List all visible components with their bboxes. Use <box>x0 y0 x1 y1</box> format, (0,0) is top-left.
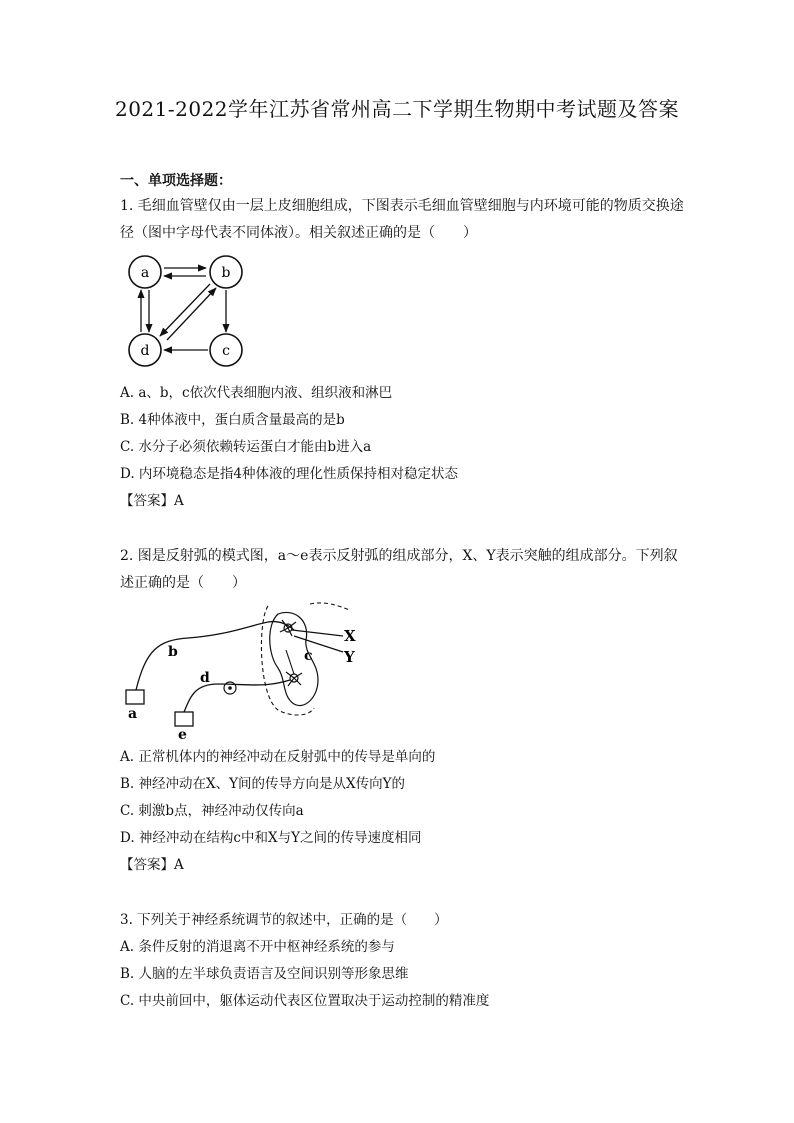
question-3-option-a: A. 条件反射的消退离不开中枢神经系统的参与 <box>120 939 395 955</box>
question-1-option-b: B. 4种体液中，蛋白质含量最高的是b <box>120 412 345 428</box>
arrow-b-to-d <box>160 284 210 336</box>
question-3-option-b: B. 人脑的左半球负责语言及空间识别等形象思维 <box>120 966 409 982</box>
label-b: b <box>168 644 178 660</box>
question-1-answer: 【答案】A <box>120 493 184 509</box>
question-2-option-a: A. 正常机体内的神经冲动在反射弧中的传导是单向的 <box>120 749 436 765</box>
question-2-option-b: B. 神经冲动在X、Y间的传导方向是从X传向Y的 <box>120 776 406 792</box>
interneuron <box>280 620 296 636</box>
question-1-option-c: C. 水分子必须依赖转运蛋白才能由b进入a <box>120 439 372 455</box>
question-2-option-c: C. 刺激b点，神经冲动仅传向a <box>120 803 304 819</box>
label-y: Y <box>344 648 355 666</box>
node-d-label: d <box>140 343 150 359</box>
question-2-option-d: D. 神经冲动在结构c中和X与Y之间的传导速度相同 <box>120 830 422 846</box>
node-b-label: b <box>221 265 231 281</box>
page-title: 2021-2022学年江苏省常州高二下学期生物期中考试题及答案 <box>114 97 680 121</box>
reflex-arc-diagram <box>118 600 378 740</box>
question-2-answer: 【答案】A <box>120 857 184 873</box>
label-d: d <box>200 670 210 686</box>
node-a-label: a <box>140 265 150 281</box>
label-a: a <box>128 706 138 722</box>
receptor-box-a <box>126 690 144 704</box>
node-c-label: c <box>222 343 230 359</box>
question-2-stem: 2. 图是反射弧的模式图，a～e表示反射弧的组成部分，X、Y表示突触的组成部分。下列叙述正确的是（ ） <box>120 548 678 591</box>
label-x: X <box>344 627 356 645</box>
label-e: e <box>178 727 187 740</box>
question-1-stem: 1. 毛细血管壁仅由一层上皮细胞组成，下图表示毛细血管壁细胞与内环境可能的物质交换途径（图中字母代表不同体液）。相关叙述正确的是（ ） <box>120 198 684 241</box>
pointer-x <box>292 630 343 636</box>
question-3-stem: 3. 下列关于神经系统调节的叙述中，正确的是（ ） <box>120 912 448 928</box>
fluid-exchange-diagram <box>120 248 260 373</box>
section-heading: 一、单项选择题： <box>120 173 232 189</box>
arrow-d-to-b <box>167 288 216 340</box>
effector-box-e <box>175 712 193 726</box>
question-1-option-a: A. a、b，c依次代表细胞内液、组织液和淋巴 <box>120 385 393 401</box>
pointer-y <box>294 636 343 652</box>
question-3-option-c: C. 中央前回中，躯体运动代表区位置取决于运动控制的精准度 <box>120 993 490 1009</box>
question-1-option-d: D. 内环境稳态是指4种体液的理化性质保持相对稳定状态 <box>120 466 459 482</box>
label-c: c <box>304 648 313 664</box>
